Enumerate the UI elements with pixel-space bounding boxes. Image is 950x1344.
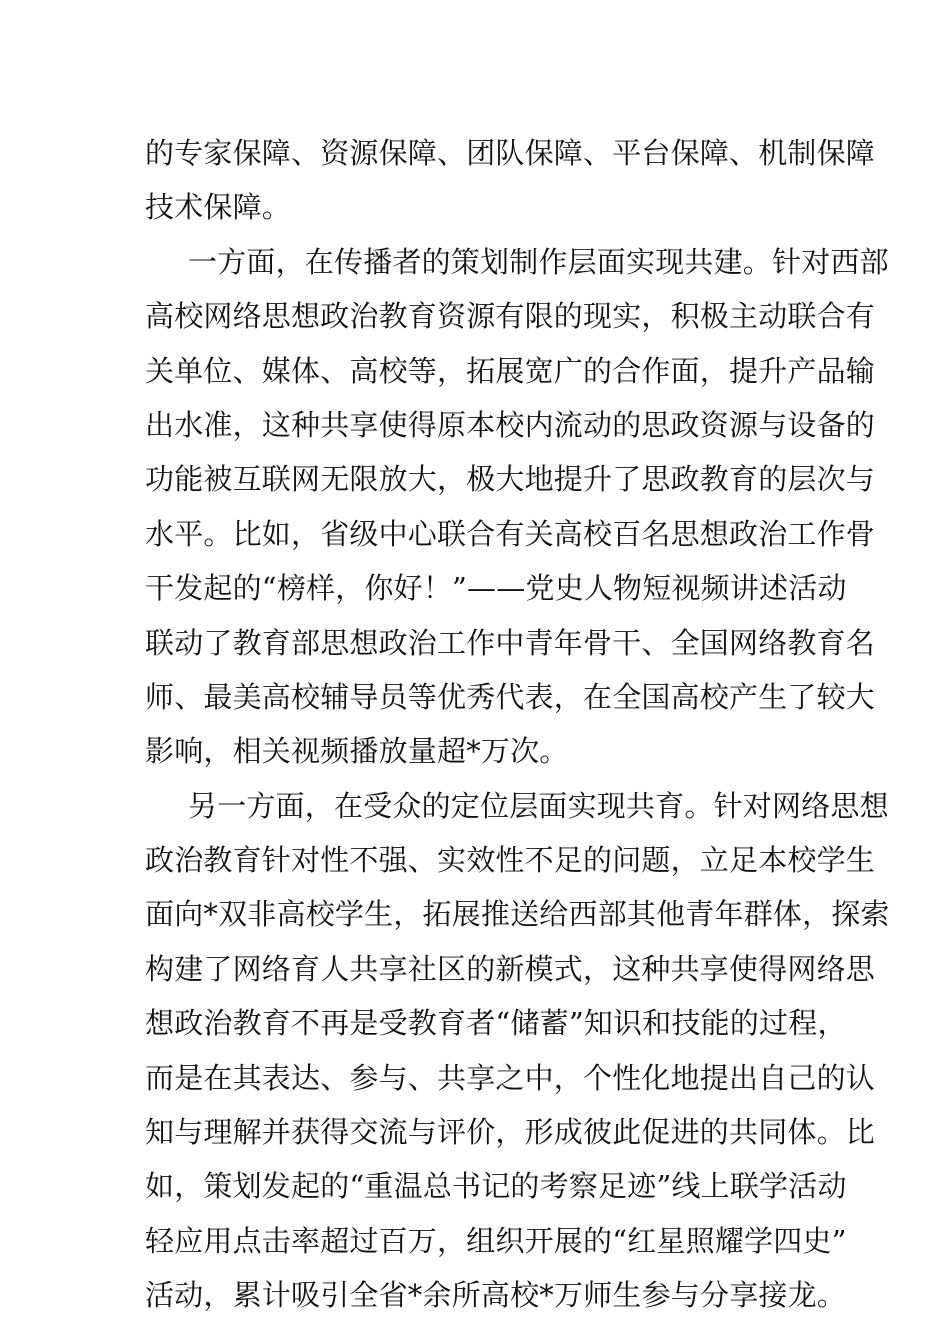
text-line: 联动了教育部思想政治工作中青年骨干、全国网络教育名	[145, 625, 876, 660]
text-line: 知与理解并获得交流与评价，形成彼此促进的共同体。比	[145, 1115, 876, 1150]
text-line: 轻应用点击率超过百万，组织开展的“红星照耀学四史”	[145, 1223, 847, 1258]
text-line: 如，策划发起的“重温总书记的考察足迹”线上联学活动	[145, 1169, 847, 1204]
text-line: 影响，相关视频播放量超*万次。	[145, 734, 569, 769]
text-line: 出水准，这种共享使得原本校内流动的思政资源与设备的	[145, 407, 876, 442]
text-line: 干发起的“榜样，你好！”——党史人物短视频讲述活动	[145, 571, 847, 606]
body-text	[145, 126, 890, 1323]
text-line: 想政治教育不再是受教育者“储蓄”知识和技能的过程，	[145, 1006, 847, 1041]
text-line: 高校网络思想政治教育资源有限的现实，积极主动联合有	[145, 299, 876, 334]
paragraph-start-line: 另一方面，在受众的定位层面实现共育。针对网络思想	[188, 788, 889, 823]
text-line: 构建了网络育人共享社区的新模式，这种共享使得网络思	[145, 951, 876, 986]
text-line: 活动，累计吸引全省*余所高校*万师生参与分享接龙。	[145, 1278, 847, 1313]
text-line: 师、最美高校辅导员等优秀代表，在全国高校产生了较大	[145, 679, 876, 714]
text-line: 面向*双非高校学生，拓展推送给西部其他青年群体，探索	[145, 897, 890, 932]
text-line: 政治教育针对性不强、实效性不足的问题，立足本校学生	[145, 843, 876, 878]
text-line: 的专家保障、资源保障、团队保障、平台保障、机制保障	[145, 136, 876, 170]
text-line: 而是在其表达、参与、共享之中，个性化地提出自己的认	[145, 1060, 876, 1095]
text-line: 技术保障。	[145, 190, 292, 225]
text-line: 关单位、媒体、高校等，拓展宽广的合作面，提升产品输	[145, 353, 876, 388]
paragraph-start-line: 一方面，在传播者的策划制作层面实现共建。针对西部	[188, 244, 889, 279]
text-line: 水平。比如，省级中心联合有关高校百名思想政治工作骨	[145, 516, 876, 551]
text-line: 功能被互联网无限放大，极大地提升了思政教育的层次与	[145, 462, 876, 497]
